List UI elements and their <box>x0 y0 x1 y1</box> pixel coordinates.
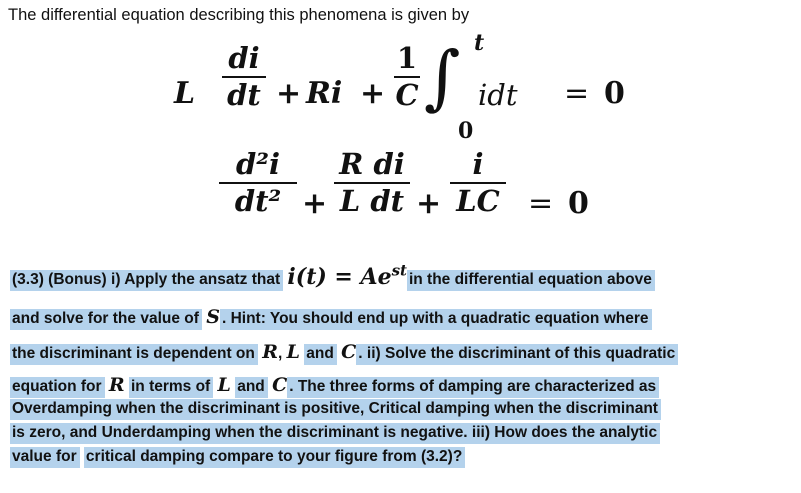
ansatz-exponent: st <box>391 262 407 280</box>
bonus-l1-text-b: in the differential equation above <box>407 270 655 291</box>
equation-2 <box>0 147 801 260</box>
bonus-l3-text-b: . ii) Solve the discriminant of this quadratic <box>356 344 678 365</box>
bonus-l7-text-b: critical damping compare to your figure from (3.2)? <box>84 447 465 468</box>
equation-1 <box>0 0 801 150</box>
bonus-line-3 <box>10 341 678 363</box>
var-S: S <box>206 306 220 328</box>
eq2-frac1-den: dt² <box>234 184 282 218</box>
bonus-l2-text-b: . Hint: You should end up with a quadratic equation where <box>220 309 652 330</box>
eq2-plus-1: + <box>302 186 328 221</box>
eq2-frac2-den: L dt <box>339 184 405 218</box>
eq2-frac3-num: i <box>472 147 484 181</box>
eq1-frac-di-dt <box>222 41 266 112</box>
eq2-frac3-den: LC <box>456 184 500 218</box>
var-R-2: R <box>108 374 125 396</box>
eq1-Ri: Ri <box>306 76 343 111</box>
var-L: L <box>286 341 300 363</box>
bonus-line-6 <box>10 424 660 442</box>
eq1-frac-1-C <box>394 41 420 112</box>
bonus-line-2 <box>10 306 652 328</box>
bonus-l4-text-c: and <box>235 377 268 398</box>
eq1-frac-one: 1 <box>396 41 418 75</box>
bonus-l4-text-a: equation for <box>10 377 105 398</box>
eq2-plus-2: + <box>416 186 442 221</box>
eq1-integral: ∫ <box>424 36 461 118</box>
ansatz-math <box>287 264 407 290</box>
bonus-l6-text: is zero, and Underdamping when the discriminant is negative. iii) How does the analytic <box>10 423 660 444</box>
bonus-l5-text: Overdamping when the discriminant is positive, Critical damping when the discriminant <box>10 399 661 420</box>
eq1-idt: idt <box>478 78 518 112</box>
eq2-frac-d2i-dt2 <box>219 147 297 218</box>
eq1-plus-1: + <box>276 76 302 111</box>
bonus-line-1 <box>10 262 655 290</box>
bonus-l1-text-a: (3.3) (Bonus) i) Apply the ansatz that <box>10 270 283 291</box>
bonus-l2-text-a: and solve for the value of <box>10 309 202 330</box>
comma: , <box>277 345 283 362</box>
eq2-frac-i-LC <box>450 147 506 218</box>
eq1-zero: 0 <box>604 76 625 111</box>
bonus-l4-text-b: in terms of <box>129 377 213 398</box>
eq1-plus-2: + <box>360 76 386 111</box>
var-C: C <box>341 341 357 363</box>
bonus-l3-text-a: the discriminant is dependent on <box>10 344 258 365</box>
bonus-line-7 <box>10 448 465 466</box>
bonus-line-4 <box>10 374 659 396</box>
ansatz-expression: i(t) = Ae <box>287 264 392 291</box>
var-R: R <box>262 341 278 363</box>
eq1-L: L <box>174 76 196 111</box>
eq1-equals: = <box>564 76 590 111</box>
eq2-zero: 0 <box>568 186 589 221</box>
bonus-l4-text-d: . The three forms of damping are characterized as <box>287 377 659 398</box>
intro-text: The differential equation describing this phenomena is given by <box>8 6 470 24</box>
bonus-line-5 <box>10 400 661 418</box>
eq1-lower-limit: 0 <box>458 118 474 144</box>
eq2-equals: = <box>528 186 554 221</box>
and-text: and <box>304 344 337 365</box>
eq2-frac-R-L <box>334 147 410 218</box>
eq1-upper-limit: t <box>474 30 485 56</box>
eq2-frac1-num: d²i <box>236 147 280 181</box>
var-C-2: C <box>272 374 288 396</box>
eq2-frac2-num: R di <box>339 147 405 181</box>
eq1-frac-C: C <box>395 78 419 112</box>
var-L-2: L <box>217 374 231 396</box>
bonus-l7-text-a: value for <box>10 447 80 468</box>
eq1-frac-den: dt <box>227 78 261 112</box>
eq1-frac-num: di <box>228 41 260 75</box>
